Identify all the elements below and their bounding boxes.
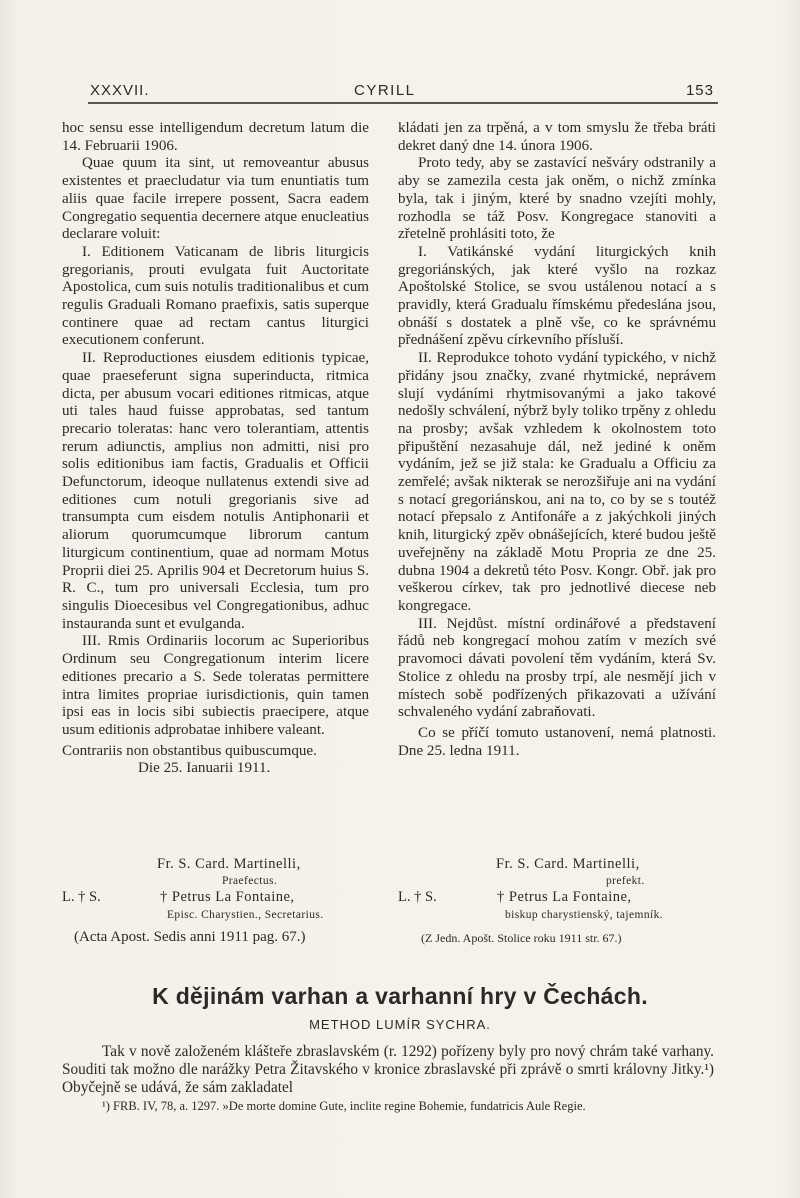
latin-paragraph: I. Editionem Vaticanam de libris liturgicis gregorianis, prouti evulgata fuit Auctoritate Apostolica, cum suis notulis traditionalibus et cum regulis Graduali Romano praefixis, satis superque continere quae ad rectam cantus liturgici executionem conferunt. — [62, 243, 369, 349]
czech-paragraph: kládati jen za trpěná, a v tom smyslu že třeba bráti dekret daný dne 14. února 1906. — [398, 120, 716, 154]
article-title: K dějinám varhan a varhanní hry v Čechách. — [152, 983, 648, 1009]
latin-date-line: Die 25. Ianuarii 1911. — [138, 760, 271, 777]
latin-source: (Acta Apost. Sedis anni 1911 pag. 67.) — [74, 929, 306, 945]
czech-paragraph: III. Nejdůst. místní ordinářové a představení řádů neb kongregací mohou zatím v mezích své pravomoci dávati povolení těm vydáním, která Sv. Stolice z ohledu na prosby trpí, ale nesmějí jich v místech sobě podřízených přikazovati a užívání schvaleného vydání zabraňovati. — [398, 615, 716, 721]
journal-title: CYRILL — [354, 82, 416, 99]
latin-paragraph: II. Reproductiones eiusdem editionis typicae, quae praeseferunt signa superinducta, ritmica dicta, per abusum vocari editiones ritmicas, atque uti tales haud fuisse approbatas, sed tantum precario toleratas: hanc vero tolerantiam, attentis rerum adiunctis, amplius non admitti, nisi pro solis editionibus iam factis, Gradualis et Officii Defunctorum, ideoque nullatenus extendi sive ad editiones cum notuli gregorianis sive ad transumpta cum eisdem notulis Antiphonarii et aliorum quorumcumque librorum cantum liturgicum continentium, quae ad normam Motus Proprii diei 25. Aprilis 904 et Decretorum huius S. R. C., tum pro universali Ecclesia, tum pro singulis Dioecesibus vel Congregationibus, adhuc instauranda sunt et evulganda. — [62, 350, 369, 632]
latin-signer1: Fr. S. Card. Martinelli, — [157, 856, 301, 872]
latin-signer2-role: Episc. Charystien., Secretarius. — [167, 909, 324, 921]
czech-signer1-role: prefekt. — [606, 875, 645, 887]
czech-paragraph: I. Vatikánské vydání liturgických knih gregoriánských, jak které vyšlo na rozkaz Apoštolské Stolice, se svou ustálenou notací a s pravidly, která Gradualu římskému předeslána jsou, obnáší s dostatek a plně vše, co ke správnému přednášení zpěvu církevního přísluší. — [398, 243, 716, 349]
czech-signer2-role: biskup charystienský, tajemník. — [505, 909, 664, 921]
header-rule — [88, 102, 718, 104]
czech-column — [398, 120, 716, 760]
czech-paragraph: II. Reprodukce tohoto vydání typického, v nichž přidány jsou značky, zvané rhytmické, neprávem slují vydáními rhytmisovanými a jako takové nedošly schválení, nýbrž byly toliko trpěny z ohledu na prosby; avšak vzhledem k okolnostem toto připuštění nezasahuje dál, než jediné k oněm vydáním, jež se již stala: ke Gradualu a Officiu za zemřelé; avšak nikterak se nerozšiřuje ani na vydání s notací gregoriánskou, ani na to, co by se s toutéž notací přepsalo z Antifonáře a z jakýchkoli jiných knih, liturgický zpěv obnášejících, které budou ještě uveřejněny na základě Motu Propria ze dne 25. dubna 1904 a dekretů této Posv. Kongr. Obř. jak pro veškerou církev, tak pro jednotlivé diecese neb kongregace. — [398, 350, 716, 614]
latin-paragraph: III. Rmis Ordinariis locorum ac Superioribus Ordinum seu Congregationum interim licere editiones precario a S. Sede toleratas permittere intra limites propriae iurisdictionis, quin tamen ipsi eas in locis sibi subiectis praecipere, atque usum editionis adprobatae inhibere valeant. — [62, 633, 369, 738]
page-number: 153 — [685, 82, 714, 99]
article-intro: Tak v nově založeném klášteře zbraslavském (r. 1292) pořízeny byly pro nový chrám také varhany. Souditi tak možno dle narážky Petra Žitavského v kronice zbraslavské při zprávě o smrti královny Jitky.¹) Obyčejně se udává, že sám zakladatel — [62, 1043, 714, 1096]
volume-number: XXXVII. — [90, 82, 150, 99]
czech-signer1: Fr. S. Card. Martinelli, — [496, 856, 640, 872]
latin-paragraph: Quae quum ita sint, ut removeantur abusus existentes et praecludatur via tum enuntiatis tum aliis quae facile irrepere possent, Sacra eadem Congregatio sequentia decernere atque enucleatius declarare voluit: — [62, 155, 369, 243]
latin-paragraph: hoc sensu esse intelligendum decretum latum die 14. Februarii 1906. — [62, 120, 369, 154]
latin-column — [62, 120, 369, 778]
latin-closing-line: Contrariis non obstantibus quibuscumque. — [62, 742, 317, 759]
latin-seal: L. † S. — [62, 889, 101, 905]
running-header — [88, 80, 718, 102]
footnote: ¹) FRB. IV, 78, a. 1297. »De morte domine Gute, inclite regine Bohemie, fundatricis Aule Regie. — [102, 1099, 586, 1113]
czech-source: (Z Jedn. Apošt. Stolice roku 1911 str. 67.) — [421, 931, 622, 945]
czech-signer2: † Petrus La Fontaine, — [497, 889, 632, 905]
czech-seal: L. † S. — [398, 889, 437, 905]
article-author: METHOD LUMÍR SYCHRA. — [309, 1017, 491, 1032]
czech-paragraph: Proto tedy, aby se zastavící nešváry odstranily a aby se zamezila cesta jak oněm, o nichž zmínka byla, tak i jiným, které by snadno vzejíti mohly, rozhodla se táž Posv. Kongregace stanoviti a zřetelně prohlásiti toto, že — [398, 155, 716, 243]
latin-signer1-role: Praefectus. — [222, 875, 278, 887]
latin-signer2: † Petrus La Fontaine, — [160, 889, 295, 905]
czech-closing-line: Co se příčí tomuto ustanovení, nemá platnosti. Dne 25. ledna 1911. — [398, 724, 716, 759]
